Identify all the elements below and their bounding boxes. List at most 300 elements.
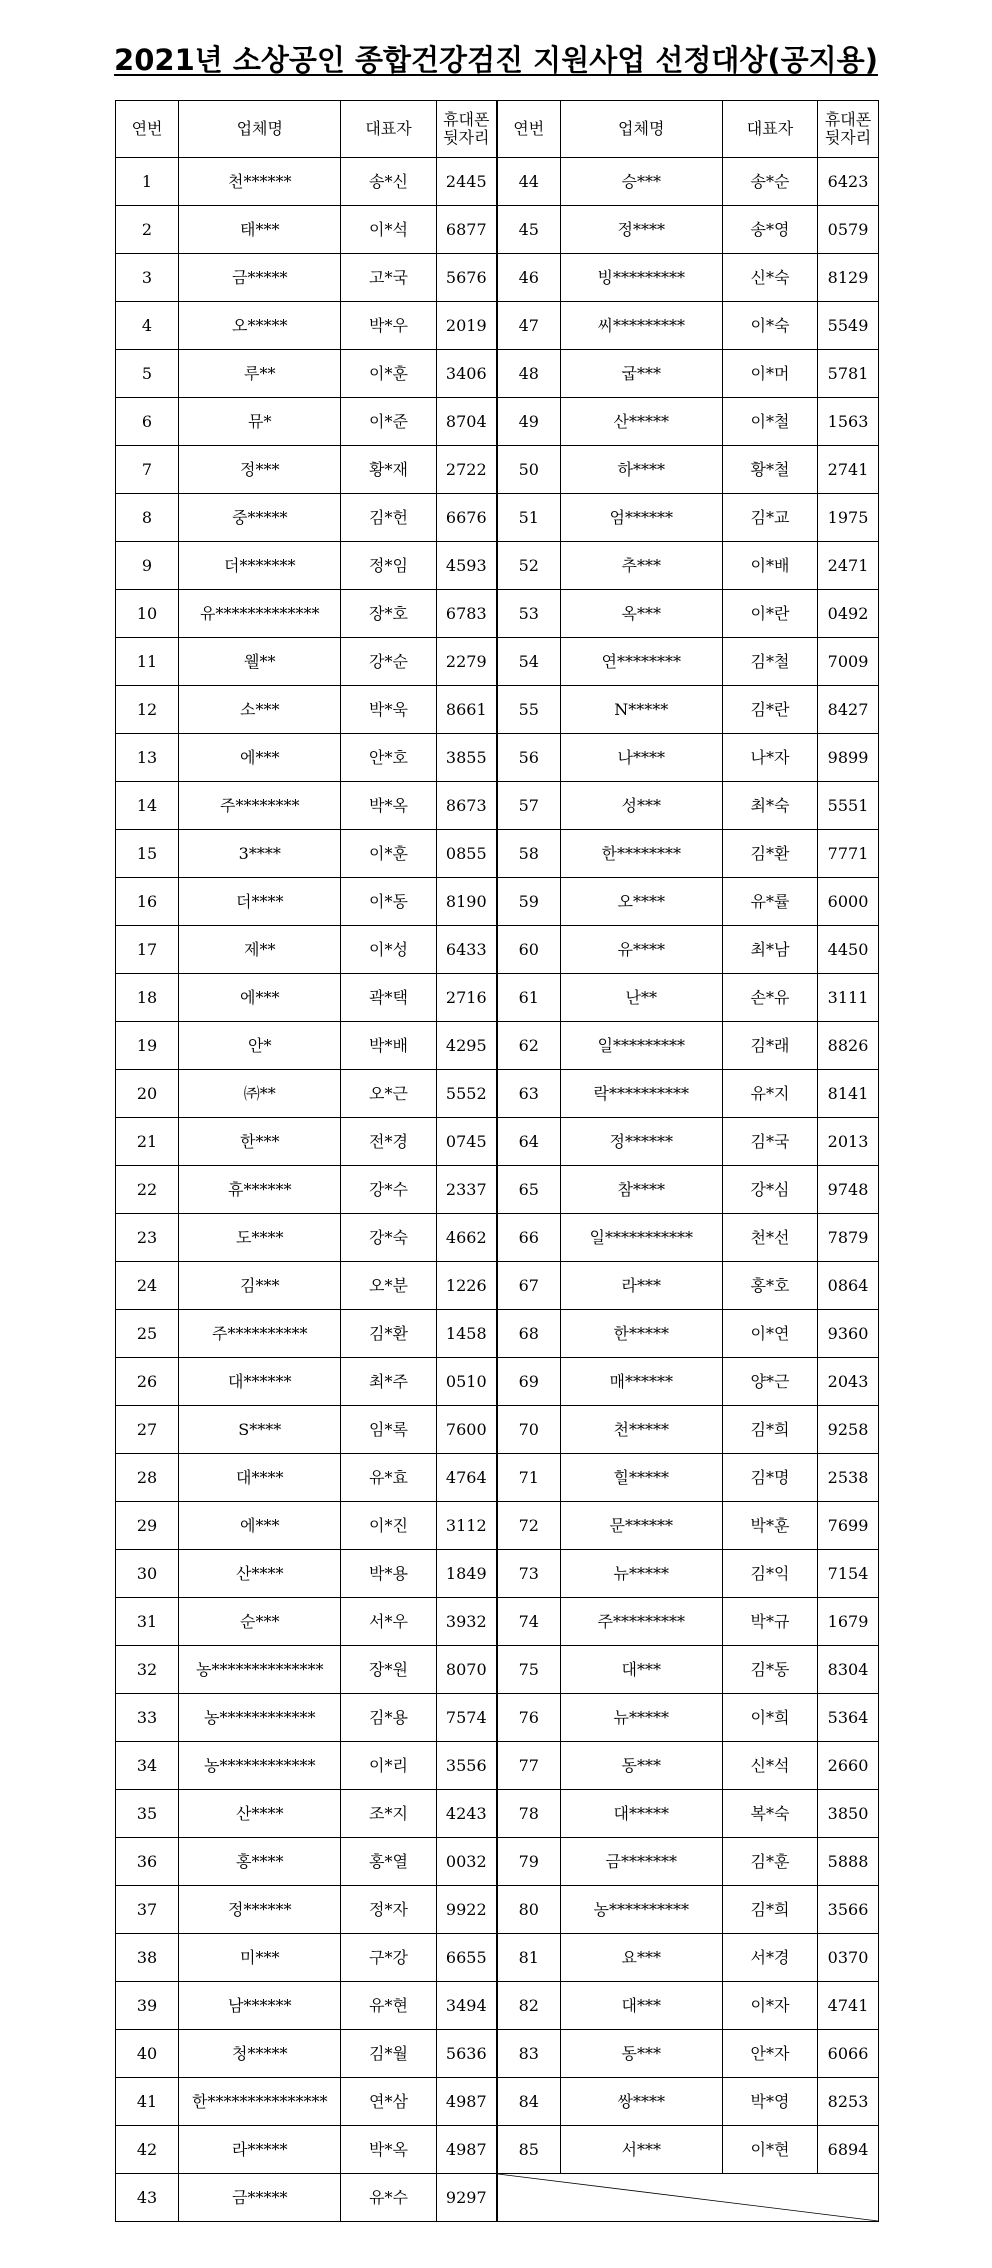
- cell-no: 16: [116, 878, 179, 926]
- cell-ceo: 김*교: [722, 494, 817, 542]
- cell-company: 뉴*****: [560, 1550, 722, 1598]
- cell-ceo: 유*효: [341, 1454, 436, 1502]
- cell-ceo: 이*성: [341, 926, 436, 974]
- cell-no: 35: [116, 1790, 179, 1838]
- cell-company: 대****: [179, 1454, 341, 1502]
- cell-company: 뮤*: [179, 398, 341, 446]
- cell-company: 대******: [179, 1358, 341, 1406]
- cell-ceo: 박*배: [341, 1022, 436, 1070]
- cell-no: 73: [497, 1550, 560, 1598]
- table-row: [116, 1310, 879, 1358]
- cell-company: 참****: [560, 1166, 722, 1214]
- cell-no: 12: [116, 686, 179, 734]
- table-row: [116, 1742, 879, 1790]
- cell-phone: 8661: [436, 686, 497, 734]
- cell-ceo: 정*자: [341, 1886, 436, 1934]
- cell-ceo: 박*규: [722, 1598, 817, 1646]
- cell-phone: 2741: [818, 446, 879, 494]
- cell-phone: 2471: [818, 542, 879, 590]
- cell-no: 57: [497, 782, 560, 830]
- cell-company: 3****: [179, 830, 341, 878]
- cell-phone: 9297: [436, 2174, 497, 2222]
- table-row: [116, 494, 879, 542]
- cell-phone: 1563: [818, 398, 879, 446]
- cell-ceo: 김*환: [341, 1310, 436, 1358]
- cell-no: 45: [497, 206, 560, 254]
- cell-ceo: 송*신: [341, 158, 436, 206]
- cell-phone: 7154: [818, 1550, 879, 1598]
- cell-ceo: 양*근: [722, 1358, 817, 1406]
- cell-company: 태***: [179, 206, 341, 254]
- cell-phone: 6894: [818, 2126, 879, 2174]
- cell-ceo: 전*경: [341, 1118, 436, 1166]
- cell-phone: 6000: [818, 878, 879, 926]
- cell-phone: 3855: [436, 734, 497, 782]
- table-row: [116, 542, 879, 590]
- cell-company: 매******: [560, 1358, 722, 1406]
- cell-company: 에***: [179, 1502, 341, 1550]
- cell-ceo: 고*국: [341, 254, 436, 302]
- cell-phone: 8253: [818, 2078, 879, 2126]
- cell-phone: 8826: [818, 1022, 879, 1070]
- cell-company: 한********: [560, 830, 722, 878]
- table-row: [116, 350, 879, 398]
- table-row: [116, 206, 879, 254]
- cell-phone: 7009: [818, 638, 879, 686]
- cell-ceo: 박*옥: [341, 2126, 436, 2174]
- cell-phone: 1975: [818, 494, 879, 542]
- table-row: [116, 1118, 879, 1166]
- cell-company: 금*******: [560, 1838, 722, 1886]
- table-row: [116, 398, 879, 446]
- cell-phone: 5364: [818, 1694, 879, 1742]
- table-row: [116, 302, 879, 350]
- cell-no: 22: [116, 1166, 179, 1214]
- cell-no: 74: [497, 1598, 560, 1646]
- cell-ceo: 유*지: [722, 1070, 817, 1118]
- cell-phone: 2538: [818, 1454, 879, 1502]
- cell-ceo: 이*머: [722, 350, 817, 398]
- cell-ceo: 최*남: [722, 926, 817, 974]
- table-row: [116, 1214, 879, 1262]
- page-title: 2021년 소상공인 종합건강검진 지원사업 선정대상(공지용): [114, 43, 878, 77]
- cell-ceo: 이*리: [341, 1742, 436, 1790]
- cell-ceo: 서*우: [341, 1598, 436, 1646]
- cell-no: 66: [497, 1214, 560, 1262]
- table-row: [116, 590, 879, 638]
- cell-phone: 6783: [436, 590, 497, 638]
- cell-ceo: 박*훈: [722, 1502, 817, 1550]
- cell-phone: 0864: [818, 1262, 879, 1310]
- table-row: [116, 1886, 879, 1934]
- cell-phone: 2337: [436, 1166, 497, 1214]
- cell-phone: 0370: [818, 1934, 879, 1982]
- cell-ceo: 박*영: [722, 2078, 817, 2126]
- cell-phone: 3494: [436, 1982, 497, 2030]
- cell-no: 2: [116, 206, 179, 254]
- cell-no: 6: [116, 398, 179, 446]
- cell-company: 농**********: [560, 1886, 722, 1934]
- cell-phone: 6066: [818, 2030, 879, 2078]
- header-phone-line2: 뒷자리: [824, 128, 872, 147]
- cell-no: 17: [116, 926, 179, 974]
- cell-no: 77: [497, 1742, 560, 1790]
- cell-no: 52: [497, 542, 560, 590]
- cell-no: 40: [116, 2030, 179, 2078]
- cell-no: 33: [116, 1694, 179, 1742]
- cell-no: 80: [497, 1886, 560, 1934]
- cell-ceo: 김*월: [341, 2030, 436, 2078]
- cell-no: 44: [497, 158, 560, 206]
- cell-phone: 4243: [436, 1790, 497, 1838]
- header-no-right: 연번: [497, 101, 560, 158]
- cell-no: 3: [116, 254, 179, 302]
- cell-ceo: 구*강: [341, 1934, 436, 1982]
- cell-ceo: 송*영: [722, 206, 817, 254]
- cell-company: 뉴*****: [560, 1694, 722, 1742]
- cell-company: 하****: [560, 446, 722, 494]
- cell-ceo: 장*호: [341, 590, 436, 638]
- cell-company: 남******: [179, 1982, 341, 2030]
- cell-company: 에***: [179, 974, 341, 1022]
- cell-company: 동***: [560, 2030, 722, 2078]
- cell-company: 대***: [560, 1646, 722, 1694]
- cell-ceo: 이*현: [722, 2126, 817, 2174]
- table-row: [116, 782, 879, 830]
- cell-phone: 0032: [436, 1838, 497, 1886]
- cell-phone: 9258: [818, 1406, 879, 1454]
- cell-phone: 3566: [818, 1886, 879, 1934]
- cell-ceo: 강*숙: [341, 1214, 436, 1262]
- cell-company: 씨*********: [560, 302, 722, 350]
- cell-ceo: 김*국: [722, 1118, 817, 1166]
- table-row: [116, 1934, 879, 1982]
- cell-phone: 2043: [818, 1358, 879, 1406]
- header-row: [116, 101, 879, 158]
- cell-no: 18: [116, 974, 179, 1022]
- cell-no: 68: [497, 1310, 560, 1358]
- cell-phone: 9748: [818, 1166, 879, 1214]
- cell-company: 옥***: [560, 590, 722, 638]
- cell-ceo: 박*용: [341, 1550, 436, 1598]
- cell-ceo: 이*훈: [341, 350, 436, 398]
- cell-no: 36: [116, 1838, 179, 1886]
- cell-phone: 8304: [818, 1646, 879, 1694]
- cell-no: 13: [116, 734, 179, 782]
- cell-no: 32: [116, 1646, 179, 1694]
- cell-ceo: 황*재: [341, 446, 436, 494]
- cell-company: 오****: [560, 878, 722, 926]
- cell-no: 1: [116, 158, 179, 206]
- cell-no: 10: [116, 590, 179, 638]
- table-row: [116, 1070, 879, 1118]
- selection-table: [115, 100, 879, 2222]
- diagonal-line: [498, 2174, 878, 2221]
- cell-company: 일*********: [560, 1022, 722, 1070]
- cell-no: 72: [497, 1502, 560, 1550]
- cell-company: 한***: [179, 1118, 341, 1166]
- cell-company: 서***: [560, 2126, 722, 2174]
- cell-ceo: 유*현: [341, 1982, 436, 2030]
- cell-ceo: 김*환: [722, 830, 817, 878]
- cell-company: 한*****: [560, 1310, 722, 1358]
- table-row: [116, 1982, 879, 2030]
- cell-phone: 7699: [818, 1502, 879, 1550]
- cell-no: 23: [116, 1214, 179, 1262]
- table-row: [116, 2174, 879, 2222]
- cell-company: 요***: [560, 1934, 722, 1982]
- cell-no: 27: [116, 1406, 179, 1454]
- cell-ceo: 김*용: [341, 1694, 436, 1742]
- cell-company: 산*****: [560, 398, 722, 446]
- cell-company: 라*****: [179, 2126, 341, 2174]
- header-phone-line1: 휴대폰: [443, 110, 490, 129]
- cell-no: 61: [497, 974, 560, 1022]
- cell-phone: 5636: [436, 2030, 497, 2078]
- table-row: [116, 686, 879, 734]
- cell-company: 농************: [179, 1742, 341, 1790]
- cell-phone: 0492: [818, 590, 879, 638]
- table-row: [116, 1022, 879, 1070]
- cell-company: 연********: [560, 638, 722, 686]
- cell-company: 유*************: [179, 590, 341, 638]
- header-company-right: 업체명: [560, 101, 722, 158]
- cell-ceo: 이*숙: [722, 302, 817, 350]
- cell-company: 한***************: [179, 2078, 341, 2126]
- cell-phone: 5781: [818, 350, 879, 398]
- cell-phone: 4593: [436, 542, 497, 590]
- cell-ceo: 박*욱: [341, 686, 436, 734]
- cell-company: 주**********: [179, 1310, 341, 1358]
- cell-company: 금*****: [179, 2174, 341, 2222]
- cell-no: 38: [116, 1934, 179, 1982]
- cell-phone: 4764: [436, 1454, 497, 1502]
- cell-phone: 8704: [436, 398, 497, 446]
- cell-no: 59: [497, 878, 560, 926]
- cell-no: 47: [497, 302, 560, 350]
- table-row: [116, 1262, 879, 1310]
- cell-no: 9: [116, 542, 179, 590]
- cell-no: 49: [497, 398, 560, 446]
- cell-phone: 7600: [436, 1406, 497, 1454]
- cell-ceo: 연*삼: [341, 2078, 436, 2126]
- cell-company: 더****: [179, 878, 341, 926]
- table-row: [116, 926, 879, 974]
- cell-ceo: 김*철: [722, 638, 817, 686]
- header-ceo-right: 대표자: [722, 101, 817, 158]
- table-row: [116, 1166, 879, 1214]
- cell-phone: 8129: [818, 254, 879, 302]
- cell-company: 순***: [179, 1598, 341, 1646]
- cell-no: 31: [116, 1598, 179, 1646]
- cell-no: 4: [116, 302, 179, 350]
- empty-diagonal-cell: [497, 2174, 879, 2222]
- cell-no: 53: [497, 590, 560, 638]
- cell-company: S****: [179, 1406, 341, 1454]
- cell-no: 79: [497, 1838, 560, 1886]
- cell-phone: 9899: [818, 734, 879, 782]
- table-row: [116, 1406, 879, 1454]
- cell-phone: 5676: [436, 254, 497, 302]
- cell-no: 55: [497, 686, 560, 734]
- cell-ceo: 곽*택: [341, 974, 436, 1022]
- cell-ceo: 정*임: [341, 542, 436, 590]
- cell-ceo: 김*동: [722, 1646, 817, 1694]
- cell-phone: 8070: [436, 1646, 497, 1694]
- table-row: [116, 1790, 879, 1838]
- cell-ceo: 안*자: [722, 2030, 817, 2078]
- table-row: [116, 1454, 879, 1502]
- cell-phone: 6877: [436, 206, 497, 254]
- header-no: 연번: [116, 101, 179, 158]
- cell-phone: 2019: [436, 302, 497, 350]
- cell-company: 미***: [179, 1934, 341, 1982]
- cell-ceo: 이*진: [341, 1502, 436, 1550]
- cell-ceo: 유*률: [722, 878, 817, 926]
- cell-no: 82: [497, 1982, 560, 2030]
- cell-company: 산****: [179, 1790, 341, 1838]
- cell-no: 25: [116, 1310, 179, 1358]
- cell-phone: 7879: [818, 1214, 879, 1262]
- cell-company: 산****: [179, 1550, 341, 1598]
- cell-ceo: 안*호: [341, 734, 436, 782]
- cell-phone: 3850: [818, 1790, 879, 1838]
- cell-ceo: 이*란: [722, 590, 817, 638]
- cell-phone: 8673: [436, 782, 497, 830]
- cell-ceo: 김*란: [722, 686, 817, 734]
- cell-company: 휴******: [179, 1166, 341, 1214]
- cell-phone: 3406: [436, 350, 497, 398]
- cell-phone: 0745: [436, 1118, 497, 1166]
- cell-no: 34: [116, 1742, 179, 1790]
- cell-phone: 8190: [436, 878, 497, 926]
- cell-phone: 1458: [436, 1310, 497, 1358]
- cell-ceo: 이*철: [722, 398, 817, 446]
- table-row: [116, 2078, 879, 2126]
- header-phone: [436, 101, 497, 158]
- cell-company: 쌍****: [560, 2078, 722, 2126]
- cell-phone: 2279: [436, 638, 497, 686]
- cell-ceo: 나*자: [722, 734, 817, 782]
- cell-ceo: 장*원: [341, 1646, 436, 1694]
- cell-no: 70: [497, 1406, 560, 1454]
- cell-no: 85: [497, 2126, 560, 2174]
- cell-ceo: 최*숙: [722, 782, 817, 830]
- header-company: 업체명: [179, 101, 341, 158]
- cell-no: 5: [116, 350, 179, 398]
- cell-company: 정****: [560, 206, 722, 254]
- cell-company: 문******: [560, 1502, 722, 1550]
- cell-company: 힐*****: [560, 1454, 722, 1502]
- cell-no: 76: [497, 1694, 560, 1742]
- cell-phone: 4741: [818, 1982, 879, 2030]
- cell-company: 정******: [560, 1118, 722, 1166]
- cell-phone: 2660: [818, 1742, 879, 1790]
- cell-company: 난**: [560, 974, 722, 1022]
- cell-phone: 2013: [818, 1118, 879, 1166]
- cell-no: 63: [497, 1070, 560, 1118]
- cell-ceo: 최*주: [341, 1358, 436, 1406]
- cell-company: 굽***: [560, 350, 722, 398]
- cell-company: 농************: [179, 1694, 341, 1742]
- cell-company: 정***: [179, 446, 341, 494]
- cell-no: 28: [116, 1454, 179, 1502]
- cell-phone: 6655: [436, 1934, 497, 1982]
- cell-company: 일***********: [560, 1214, 722, 1262]
- cell-phone: 1849: [436, 1550, 497, 1598]
- table-row: [116, 1502, 879, 1550]
- cell-ceo: 강*순: [341, 638, 436, 686]
- cell-ceo: 박*우: [341, 302, 436, 350]
- cell-ceo: 김*훈: [722, 1838, 817, 1886]
- table-row: [116, 254, 879, 302]
- cell-phone: 4450: [818, 926, 879, 974]
- cell-no: 15: [116, 830, 179, 878]
- cell-phone: 4987: [436, 2078, 497, 2126]
- cell-no: 37: [116, 1886, 179, 1934]
- cell-phone: 4987: [436, 2126, 497, 2174]
- table-row: [116, 1694, 879, 1742]
- table-row: [116, 158, 879, 206]
- cell-ceo: 이*연: [722, 1310, 817, 1358]
- cell-phone: 5888: [818, 1838, 879, 1886]
- cell-company: 천******: [179, 158, 341, 206]
- cell-no: 42: [116, 2126, 179, 2174]
- cell-ceo: 신*숙: [722, 254, 817, 302]
- cell-phone: 5549: [818, 302, 879, 350]
- cell-no: 21: [116, 1118, 179, 1166]
- cell-no: 14: [116, 782, 179, 830]
- cell-no: 11: [116, 638, 179, 686]
- cell-no: 43: [116, 2174, 179, 2222]
- cell-company: 승***: [560, 158, 722, 206]
- cell-no: 8: [116, 494, 179, 542]
- header-phone-line1: 휴대폰: [824, 110, 872, 129]
- cell-ceo: 이*훈: [341, 830, 436, 878]
- cell-phone: 1679: [818, 1598, 879, 1646]
- cell-no: 65: [497, 1166, 560, 1214]
- cell-company: 동***: [560, 1742, 722, 1790]
- table-row: [116, 830, 879, 878]
- cell-ceo: 오*분: [341, 1262, 436, 1310]
- cell-ceo: 이*동: [341, 878, 436, 926]
- table-row: [116, 638, 879, 686]
- cell-ceo: 김*헌: [341, 494, 436, 542]
- cell-company: 정******: [179, 1886, 341, 1934]
- cell-ceo: 오*근: [341, 1070, 436, 1118]
- cell-ceo: 박*옥: [341, 782, 436, 830]
- cell-no: 39: [116, 1982, 179, 2030]
- cell-company: 엄******: [560, 494, 722, 542]
- cell-phone: 4295: [436, 1022, 497, 1070]
- cell-phone: 2716: [436, 974, 497, 1022]
- cell-phone: 3112: [436, 1502, 497, 1550]
- cell-company: 나****: [560, 734, 722, 782]
- cell-ceo: 신*석: [722, 1742, 817, 1790]
- cell-ceo: 이*석: [341, 206, 436, 254]
- cell-phone: 7574: [436, 1694, 497, 1742]
- cell-phone: 3111: [818, 974, 879, 1022]
- cell-no: 69: [497, 1358, 560, 1406]
- cell-company: 웰**: [179, 638, 341, 686]
- cell-no: 29: [116, 1502, 179, 1550]
- cell-company: ㈜**: [179, 1070, 341, 1118]
- cell-company: 청*****: [179, 2030, 341, 2078]
- cell-no: 62: [497, 1022, 560, 1070]
- cell-no: 60: [497, 926, 560, 974]
- cell-phone: 6423: [818, 158, 879, 206]
- cell-ceo: 김*래: [722, 1022, 817, 1070]
